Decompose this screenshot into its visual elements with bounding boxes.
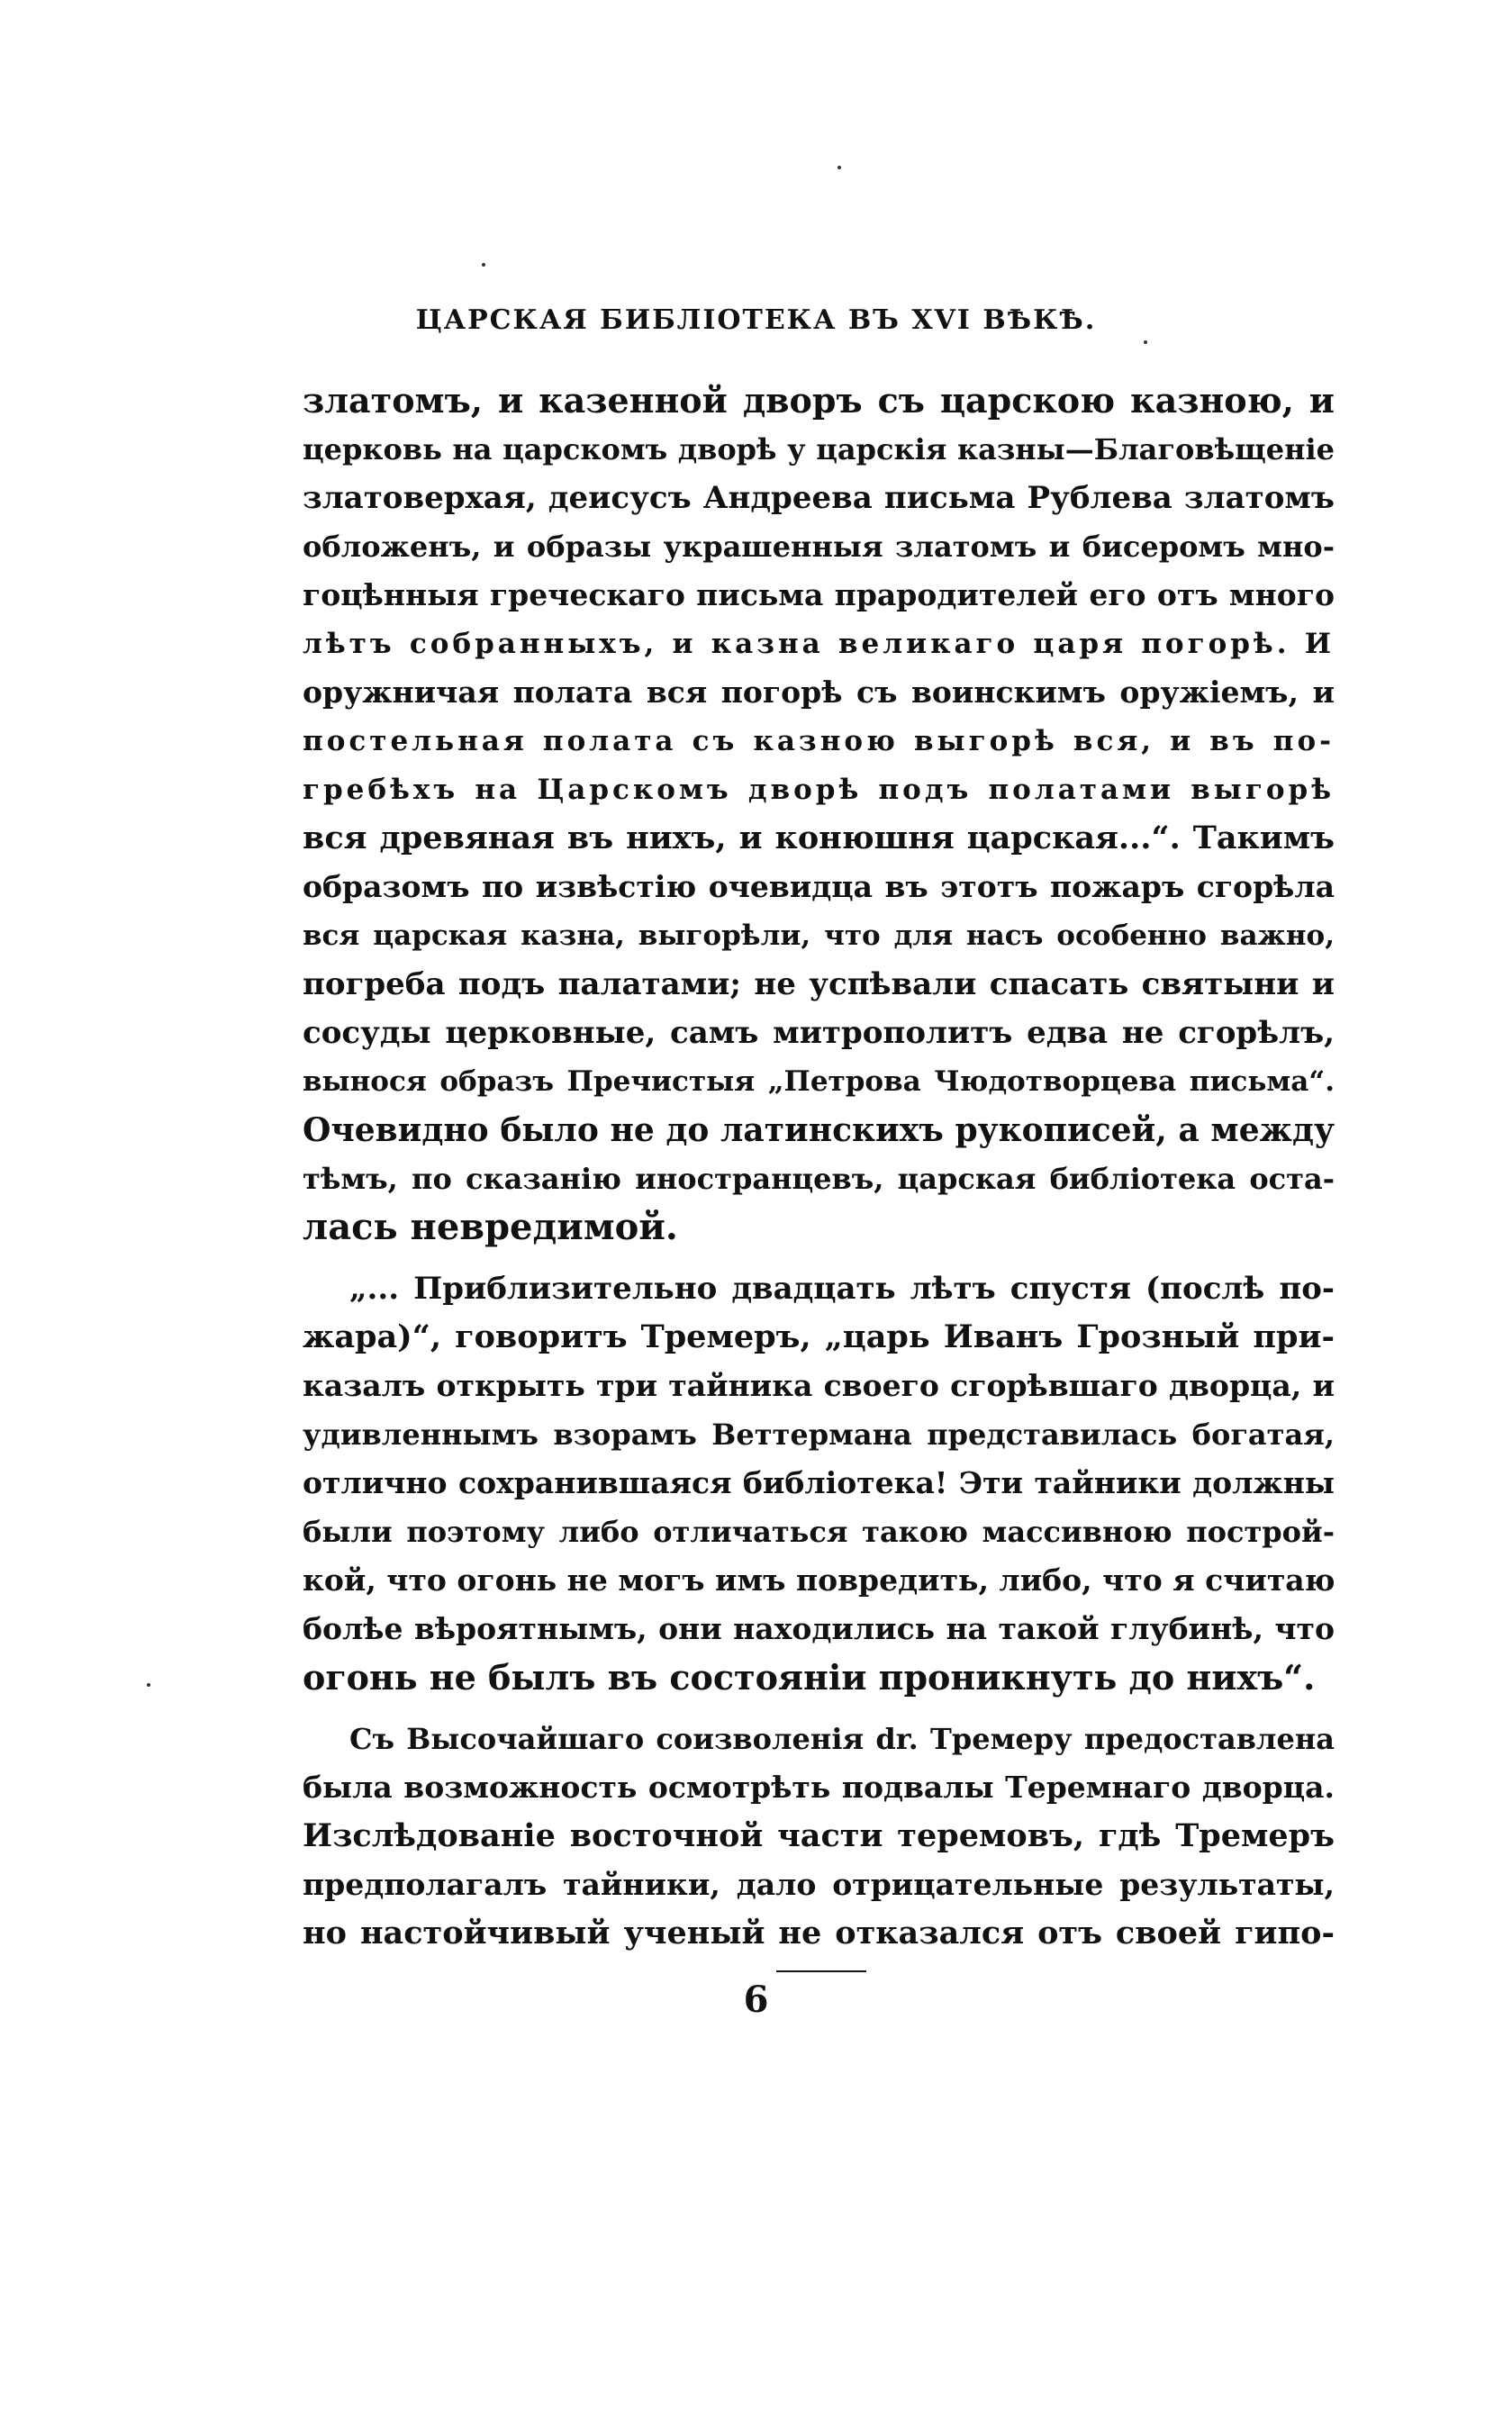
- body-text: [303, 376, 1335, 1958]
- text-line: удивленнымъ взорамъ Веттермана представилась богатая,: [303, 1417, 1335, 1452]
- text-line: постельная полата съ казною выгорѣ вся, и въ по-: [303, 725, 1335, 757]
- text-line: вынося образъ Пречистыя „Петрова Чюдотворцева письма“.: [303, 1065, 1335, 1098]
- text-line: были поэтому либо отличаться такою массивною построй-: [303, 1515, 1335, 1549]
- text-line: погреба подъ палатами; не успѣвали спасать святыни и: [303, 966, 1335, 1002]
- text-line: кой, что огонь не могъ имъ повредить, либо, что я считаю: [303, 1562, 1335, 1598]
- text-line: предполагалъ тайники, дало отрицательные результаты,: [303, 1867, 1335, 1902]
- text-line: образомъ по извѣстію очевидца въ этотъ пожаръ сгорѣла: [303, 869, 1335, 904]
- text-line: Съ Высочайшаго соизволенія dr. Тремеру предоставлена: [349, 1722, 1335, 1756]
- text-line: жара)“, говоритъ Тремеръ, „царь Иванъ Грозный при-: [303, 1318, 1335, 1355]
- text-line: казалъ открыть три тайника своего сгорѣвшаго дворца, и: [303, 1368, 1335, 1403]
- text-line: Изслѣдованіе восточной части теремовъ, гдѣ Тремеръ: [303, 1817, 1335, 1854]
- text-line: „... Приблизительно двадцать лѣтъ спустя (послѣ по-: [349, 1271, 1335, 1307]
- text-line: вся царская казна, выгорѣли, что для насъ особенно важно,: [303, 919, 1335, 952]
- text-line: была возможность осмотрѣть подвалы Теремнаго дворца.: [303, 1770, 1335, 1805]
- print-speck: [1144, 340, 1147, 344]
- print-speck: [147, 1683, 150, 1687]
- text-line: вся древяная въ нихъ, и конюшня царская...“. Такимъ: [303, 820, 1335, 856]
- paragraph: [303, 376, 1335, 1252]
- print-speck: [482, 263, 485, 267]
- text-line: тѣмъ, по сказанію иностранцевъ, царская библіотека оста-: [303, 1162, 1335, 1196]
- paragraph: [303, 1264, 1335, 1702]
- text-line: златомъ, и казенной дворъ съ царскою казною, и: [303, 380, 1335, 421]
- text-line: лѣтъ собранныхъ, и казна великаго царя погорѣ. И: [303, 628, 1335, 660]
- page-number: 6: [743, 1979, 769, 2021]
- text-line: отлично сохранившаяся библіотека! Эти тайники должны: [303, 1465, 1335, 1500]
- text-line: церковь на царскомъ дворѣ у царскія казны—Благовѣщеніе: [303, 432, 1335, 466]
- print-speck: [837, 166, 841, 169]
- text-line: огонь не былъ въ состояніи проникнуть до нихъ“.: [303, 1657, 1316, 1698]
- text-line: болѣе вѣроятнымъ, они находились на такой глубинѣ, что: [303, 1611, 1335, 1646]
- text-line: обложенъ, и образы украшенныя златомъ и бисеромъ мно-: [303, 530, 1335, 564]
- text-line: но настойчивый ученый не отказался отъ своей гипо-: [303, 1915, 1335, 1952]
- text-line: златоверхая, деисусъ Андреева письма Рублева златомъ: [303, 480, 1335, 516]
- text-line: сосуды церковные, самъ митрополитъ едва не сгорѣлъ,: [303, 1015, 1335, 1051]
- running-head: ЦАРСКАЯ БИБЛІОТЕКА ВЪ XVI ВѢКѢ.: [415, 304, 1097, 336]
- text-line: лась невредимой.: [303, 1206, 678, 1248]
- text-line: Очевидно было не до латинскихъ рукописей, а между: [303, 1111, 1335, 1149]
- text-line: оружничая полата вся погорѣ съ воинскимъ оружіемъ, и: [303, 675, 1335, 710]
- text-line: гребѣхъ на Царскомъ дворѣ подъ полатами выгорѣ: [303, 774, 1335, 806]
- text-line: гоцѣнныя греческаго письма прародителей его отъ много: [303, 577, 1335, 612]
- folio-rule: [776, 1970, 866, 1972]
- paragraph: [303, 1715, 1335, 1958]
